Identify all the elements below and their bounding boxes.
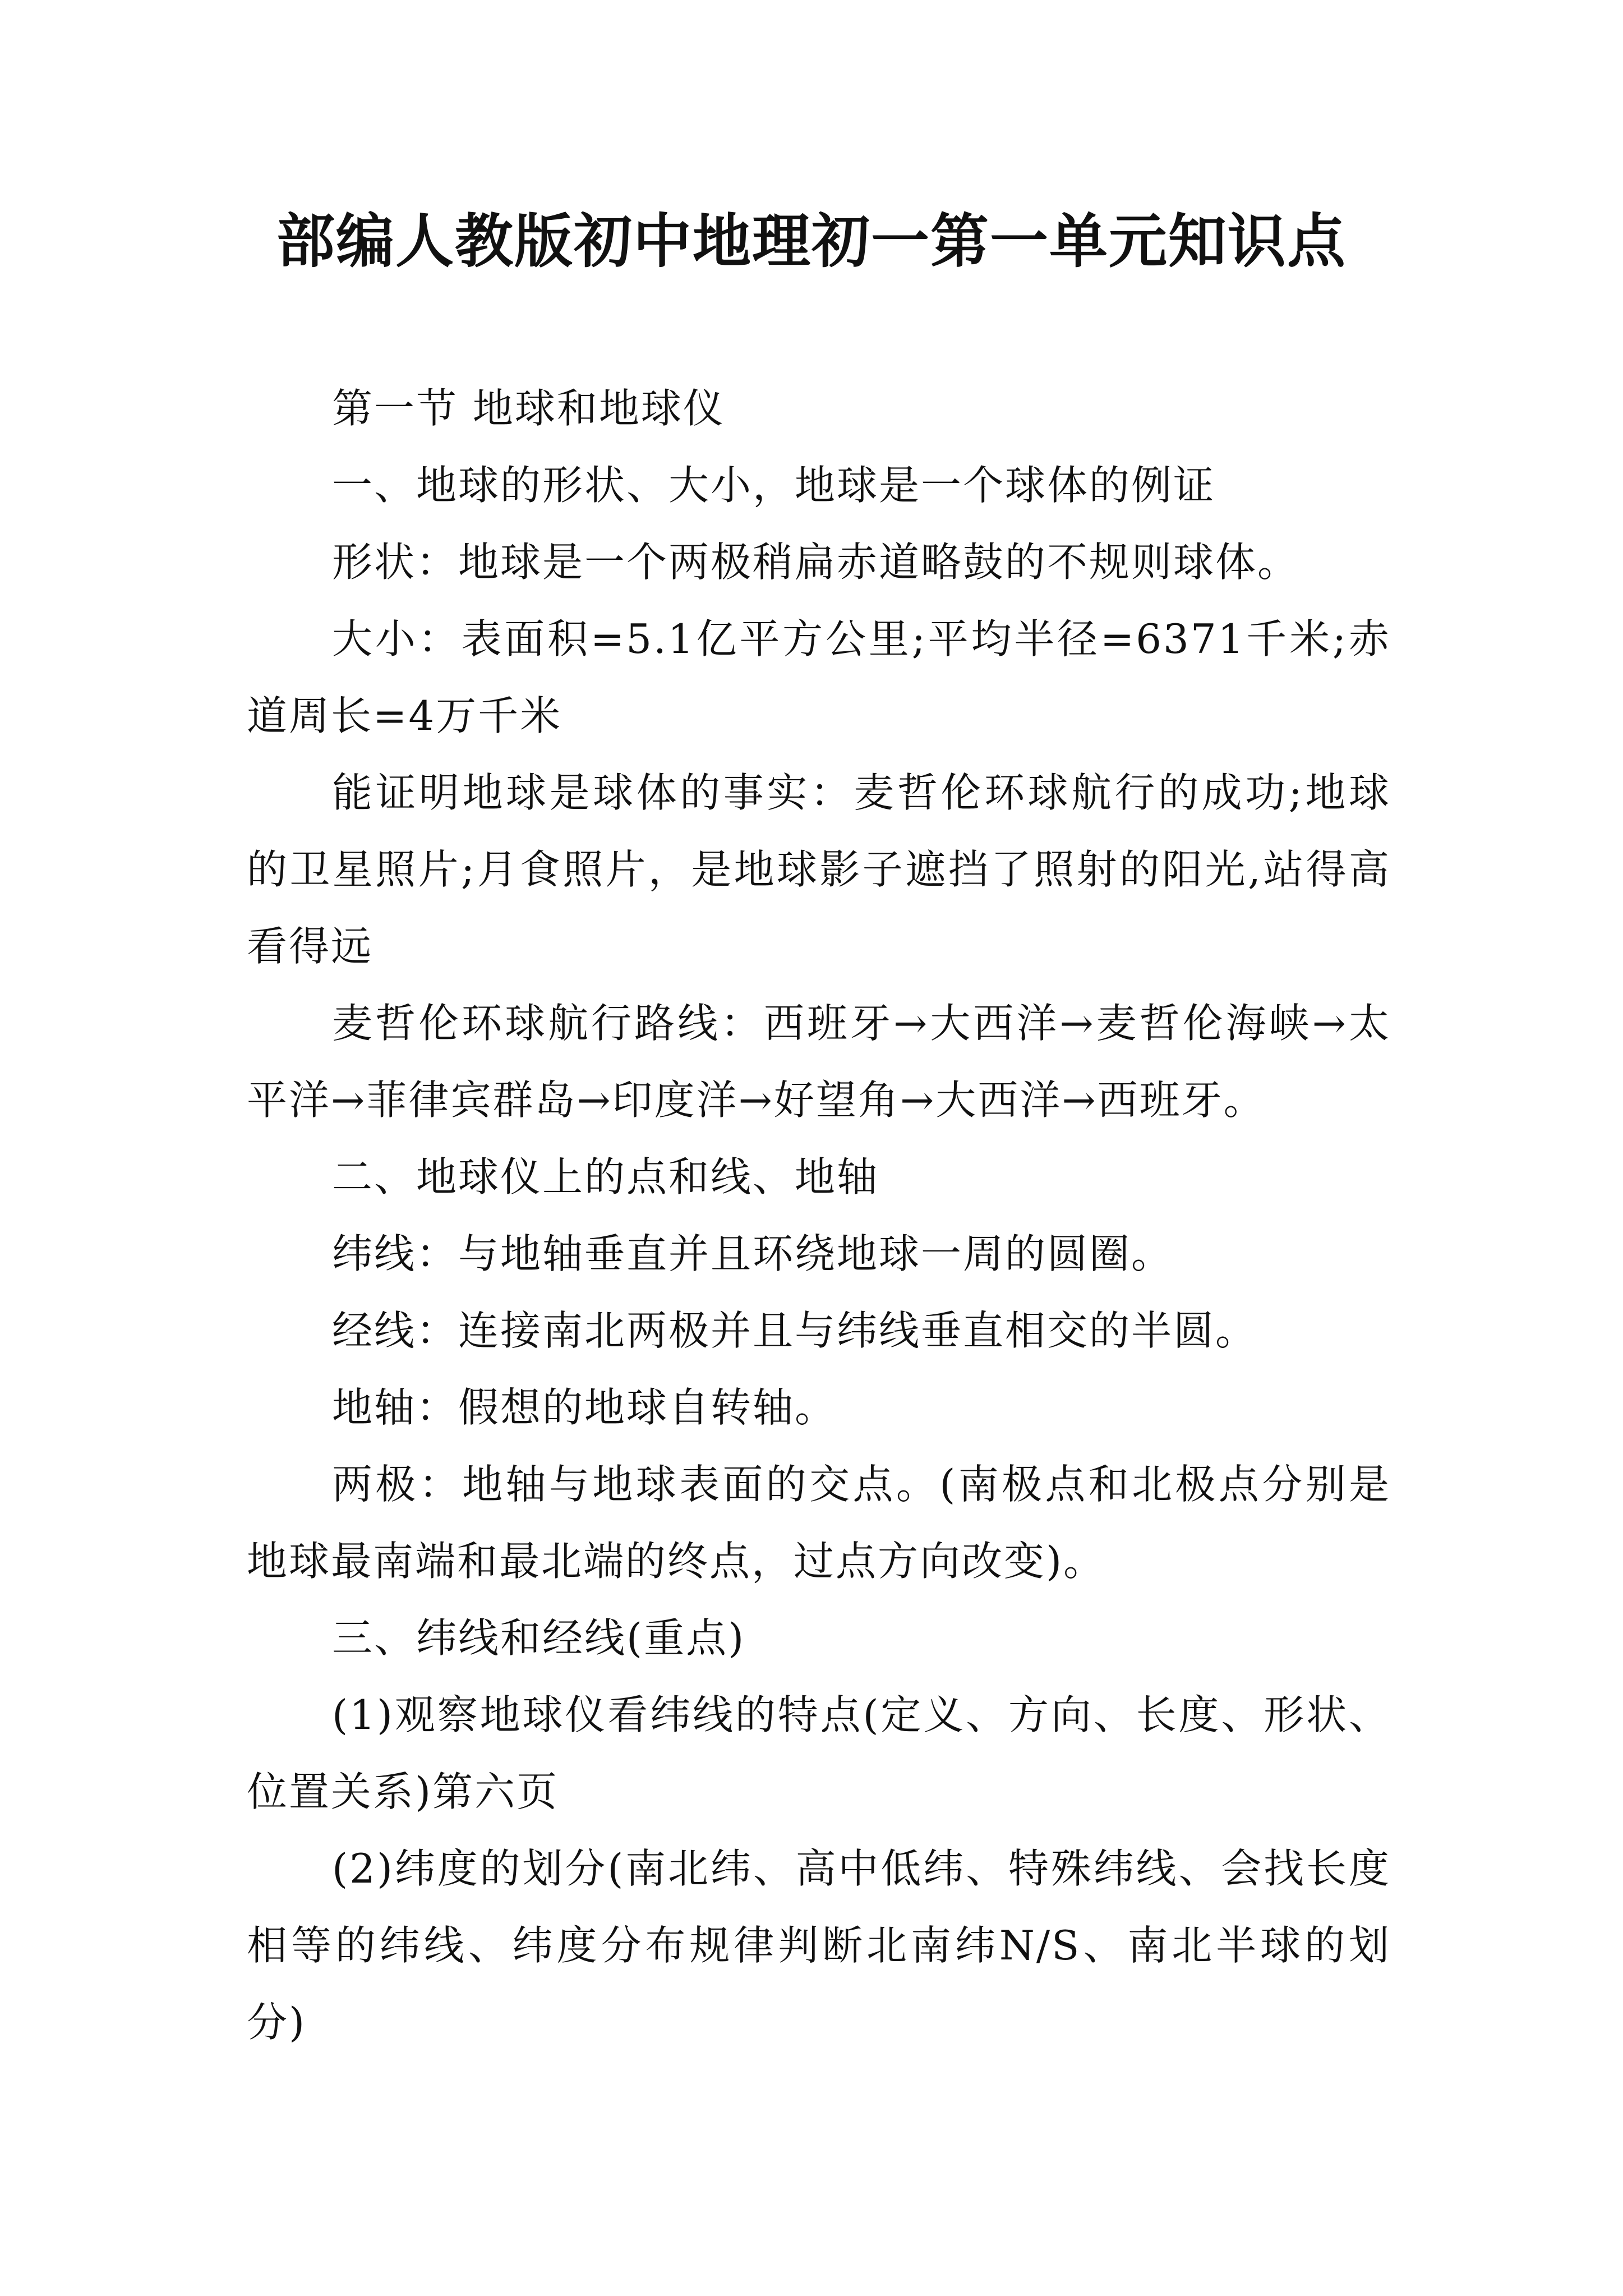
paragraph-earth-axis: 地轴：假想的地球自转轴。 xyxy=(332,1384,837,1431)
paragraph-magellan-route: 麦哲伦环球航行路线：西班牙→大西洋→麦哲伦海峡→太平洋→菲律宾群岛→印度洋→好望角→大西洋→西班牙。 xyxy=(247,1000,1391,1124)
paragraph-latitude-line: 纬线：与地轴垂直并且环绕地球一周的圆圈。 xyxy=(332,1230,1174,1277)
paragraph-evidence: 能证明地球是球体的事实：麦哲伦环球航行的成功;地球的卫星照片;月食照片，是地球影子遮挡了照射的阳光,站得高看得远 xyxy=(247,769,1391,970)
list-item-observe-latitude: (1)观察地球仪看纬线的特点(定义、方向、长度、形状、位置关系)第六页 xyxy=(247,1691,1391,1815)
paragraph-longitude-line: 经线：连接南北两极并且与纬线垂直相交的半圆。 xyxy=(332,1307,1258,1354)
list-item-latitude-division: (2)纬度的划分(南北纬、高中低纬、特殊纬线、会找长度相等的纬线、纬度分布规律判断北南纬N/S、南北半球的划分) xyxy=(247,1845,1391,2046)
paragraph-poles: 两极：地轴与地球表面的交点。(南极点和北极点分别是地球最南端和最北端的终点，过点方向改变)。 xyxy=(247,1461,1391,1585)
subheading-shape-size: 一、地球的形状、大小，地球是一个球体的例证 xyxy=(332,462,1216,509)
document-title: 部编人教版初中地理初一第一单元知识点 xyxy=(276,206,1347,275)
subheading-lat-long: 三、纬线和经线(重点) xyxy=(332,1614,746,1662)
paragraph-shape: 形状：地球是一个两极稍扁赤道略鼓的不规则球体。 xyxy=(332,539,1300,586)
document-body xyxy=(247,370,1391,2061)
paragraph-size: 大小：表面积=5.1亿平方公里;平均半径=6371千米;赤道周长=4万千米 xyxy=(247,615,1391,739)
subheading-points-lines: 二、地球仪上的点和线、地轴 xyxy=(332,1153,879,1200)
section-heading: 第一节 地球和地球仪 xyxy=(332,385,725,432)
